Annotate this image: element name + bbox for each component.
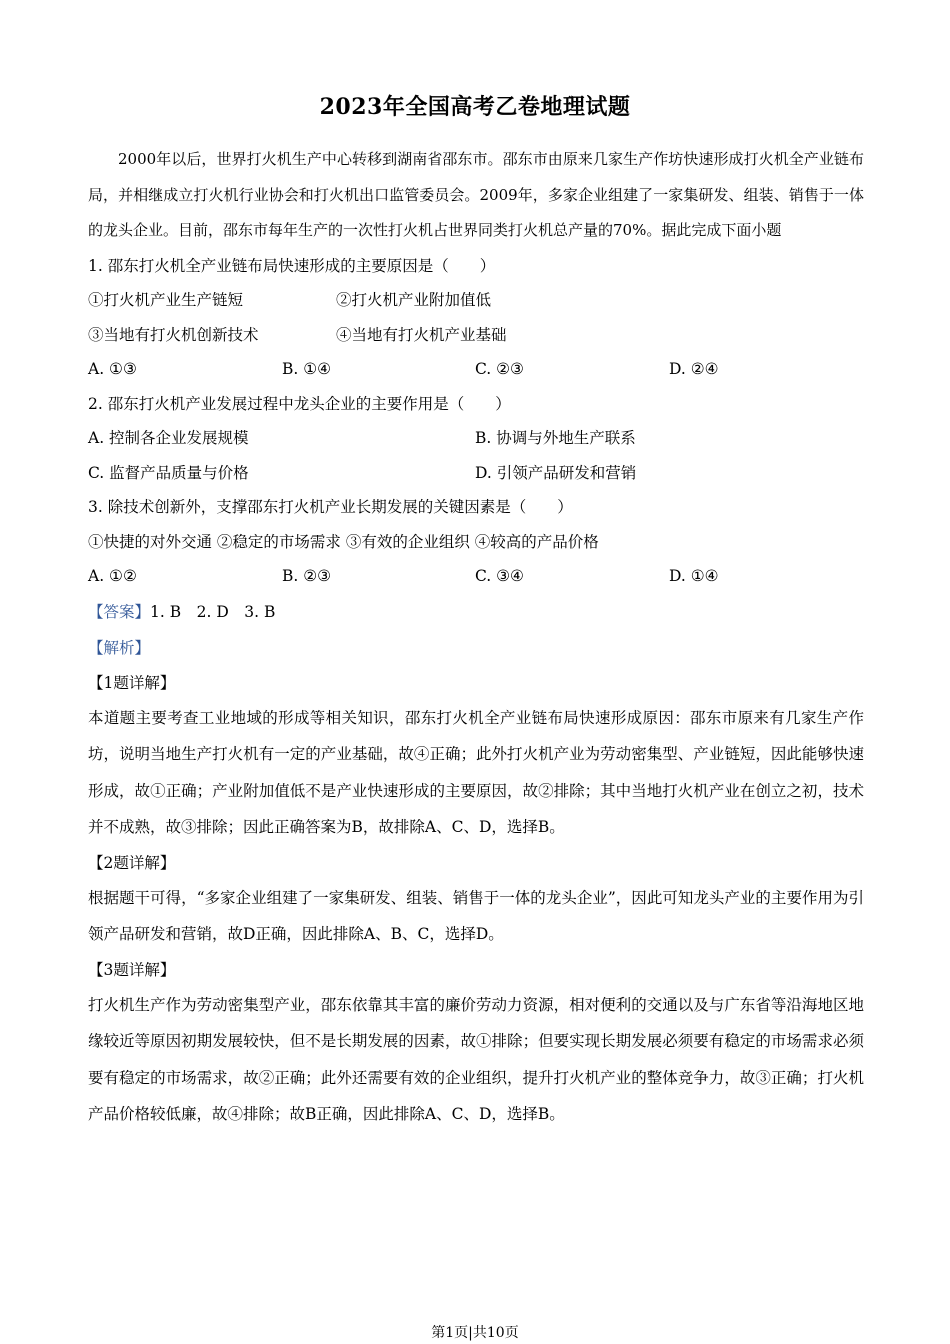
question-3-statements: ①快捷的对外交通 ②稳定的市场需求 ③有效的企业组织 ④较高的产品价格 [88, 532, 599, 551]
question-2-options-row-2 [88, 456, 864, 491]
question-1-option-a: A. ①③ [88, 360, 137, 378]
question-1-statement-4: ④当地有打火机产业基础 [336, 325, 507, 344]
question-2-option-d: D. 引领产品研发和营销 [475, 463, 637, 482]
question-2-option-c: C. 监督产品质量与价格 [88, 463, 249, 482]
question-3-stem: 3. 除技术创新外，支撑邵东打火机产业长期发展的关键因素是（ ） [88, 498, 573, 516]
analysis-line [88, 630, 864, 666]
answer-text: 1. B 2. D 3. B [150, 602, 276, 621]
question-2-option-b: B. 协调与外地生产联系 [475, 429, 636, 447]
question-1-options [88, 352, 864, 387]
question-3-options [88, 559, 864, 594]
question-3-option-b: B. ②③ [282, 567, 332, 585]
question-1-option-d: D. ②④ [669, 360, 719, 378]
question-2-options-row-1 [88, 421, 864, 456]
document-title: 2023年全国高考乙卷地理试题 [319, 94, 631, 120]
question-1-statement-3: ③当地有打火机创新技术 [88, 325, 259, 344]
detail-2-heading: 【2题详解】 [88, 853, 176, 872]
question-3-option-d: D. ①④ [669, 567, 719, 585]
answer-line [88, 594, 864, 630]
answer-tag: 【答案】 [88, 602, 151, 621]
question-3-option-c: C. ③④ [475, 567, 524, 585]
question-1-option-c: C. ②③ [475, 360, 524, 378]
question-1-statement-2: ②打火机产业附加值低 [336, 291, 492, 309]
detail-2-text: 根据题干可得，“多家企业组建了一家集研发、组装、销售于一体的龙头企业”，因此可知龙头产业的主要作用为引领产品研发和营销，故D正确，因此排除A、B、C，选择D。 [88, 888, 864, 943]
question-1-statement-1: ①打火机产业生产链短 [88, 291, 244, 309]
question-3-option-a: A. ①② [88, 567, 137, 585]
detail-3-heading: 【3题详解】 [88, 960, 176, 979]
question-1-statements-row-2 [88, 318, 864, 353]
detail-1-heading: 【1题详解】 [88, 673, 176, 692]
analysis-tag: 【解析】 [88, 638, 151, 657]
document-body [88, 142, 864, 1133]
question-1-statements-row-1 [88, 283, 864, 318]
question-2-stem: 2. 邵东打火机产业发展过程中龙头企业的主要作用是（ ） [88, 394, 511, 413]
detail-3-text: 打火机生产作为劳动密集型产业，邵东依靠其丰富的廉价劳动力资源，相对便利的交通以及与广东省等沿海地区地缘较近等原因初期发展较快，但不是长期发展的因素，故①排除；但要实现长期发展必须要有稳定的市场需求必须要有稳定的市场需求，故②正确；此外还需要有效的企业组织，提升打火机产业的整体竞争力，故③正确；打火机产品价格较低廉，故④排除；故B正确，因此排除A、C、D，选择B。 [88, 995, 864, 1123]
question-2-option-a: A. 控制各企业发展规模 [88, 429, 249, 447]
intro-paragraph: 2000年以后，世界打火机生产中心转移到湖南省邵东市。邵东市由原来几家生产作坊快速形成打火机全产业链布局，并相继成立打火机行业协会和打火机出口监管委员会。2009年，多家企业组建了一家集研发、组装、销售于一体的龙头企业。目前，邵东市每年生产的一次性打火机占世界同类打火机总产量的70%。据此完成下面小题 [88, 150, 864, 239]
question-1-option-b: B. ①④ [282, 360, 332, 378]
detail-1-text: 本道题主要考查工业地域的形成等相关知识，邵东打火机全产业链布局快速形成原因：邵东市原来有几家生产作坊，说明当地生产打火机有一定的产业基础，故④正确；此外打火机产业为劳动密集型、产业链短，因此能够快速形成，故①正确；产业附加值低不是产业快速形成的主要原因，故②排除；其中当地打火机产业在创立之初，技术并不成熟，故③排除；因此正确答案为B，故排除A、C、D，选择B。 [88, 708, 864, 836]
page-footer: 第1页|共10页 [431, 1325, 519, 1341]
question-1-stem: 1. 邵东打火机全产业链布局快速形成的主要原因是（ ） [88, 256, 496, 275]
